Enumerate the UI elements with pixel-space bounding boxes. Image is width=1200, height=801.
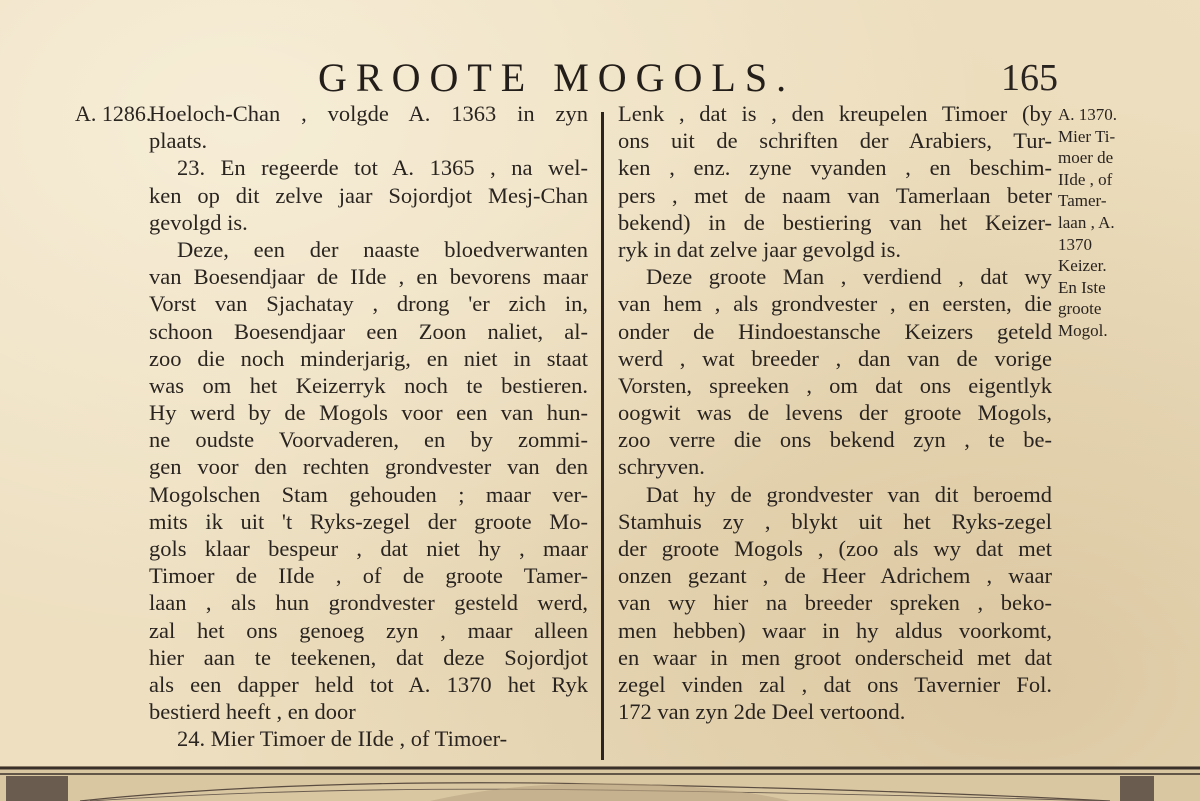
text-line: Deze groote Man , verdiend , dat wy <box>646 264 1052 290</box>
text-line: schryven. <box>618 454 705 480</box>
text-line: Vorst van Sjachatay , drong 'er zich in, <box>149 291 588 317</box>
left-column <box>75 100 588 753</box>
page-header <box>318 54 1058 104</box>
text-line: ryk in dat zelve jaar gevolgd is. <box>618 236 902 262</box>
margin-note-line: Mogol. <box>1058 320 1108 340</box>
text-line: 23. En regeerde tot A. 1365 , na wel- <box>177 155 588 181</box>
text-line: als een dapper held tot A. 1370 het Ryk <box>149 671 588 697</box>
text-line: van Boesendjaar de IIde , en bevorens maar <box>149 264 588 290</box>
text-line: Hoeloch-Chan , volgde A. 1363 in zyn <box>149 101 588 126</box>
text-line: gen voor den rechten grondvester van den <box>149 454 588 480</box>
engraving-plate-edge <box>0 762 1200 801</box>
right-column <box>618 100 1052 725</box>
text-line: pers , met de naam van Tamerlaan beter <box>618 182 1052 208</box>
text-line: oogwit was de levens der groote Mogols, <box>618 400 1052 426</box>
text-line: Hy werd by de Mogols voor een van hun- <box>149 400 588 426</box>
plate-engraving <box>0 762 1200 801</box>
text-line: ne oudste Voorvaderen, en by zommi- <box>149 427 588 453</box>
margin-note-line: 1370 <box>1058 234 1092 254</box>
running-title: GROOTE MOGOLS. <box>318 55 796 100</box>
margin-note-line: Mier Ti- <box>1058 126 1116 146</box>
margin-note-line: Tamer- <box>1058 191 1107 211</box>
text-line: gevolgd is. <box>149 209 248 235</box>
text-line: Dat hy de grondvester van dit beroemd <box>646 481 1052 507</box>
margin-note-line: IIde , of <box>1058 169 1113 189</box>
text-line: Vorsten, spreeken , om dat ons eigentlyk <box>618 372 1052 398</box>
text-line: was om het Keizerryk noch te bestieren. <box>149 372 588 398</box>
text-line: zoo die noch minderjarig, en niet in staat <box>149 345 588 371</box>
text-line: werd , wat breeder , dan van de vorige <box>618 345 1052 371</box>
text-line: onzen gezant , de Heer Adrichem , waar <box>618 563 1052 589</box>
text-line: Lenk , dat is , den kreupelen Timoer (by <box>618 101 1052 126</box>
margin-note-line: moer de <box>1058 148 1114 168</box>
text-line: Stamhuis zy , blykt uit het Ryks-zegel <box>618 508 1052 534</box>
text-line: en waar in men groot onderscheid met dat <box>618 644 1052 670</box>
text-line: van wy hier na breeder spreken , beko- <box>618 590 1052 616</box>
page-number: 165 <box>1001 57 1058 99</box>
text-line: zegel vinden zal , dat ons Tavernier Fol. <box>618 671 1052 697</box>
text-line: der groote Mogols , (zoo als wy dat met <box>618 536 1052 561</box>
text-line: Timoer de IIde , of de groote Tamer- <box>149 563 588 589</box>
text-line: onder de Hindoestansche Keizers geteld <box>618 318 1052 344</box>
text-line: van hem , als grondvester , en eersten, die <box>618 291 1052 317</box>
bleed-through-mark <box>96 28 103 60</box>
text-line: bestierd heeft , en door <box>149 699 356 725</box>
text-line: plaats. <box>149 128 208 154</box>
text-line: laan , als hun grondvester gesteld werd, <box>149 590 588 616</box>
text-line: zal het ons genoeg zyn , maar alleen <box>149 617 588 643</box>
text-line: bekend) in de bestiering van het Keizer- <box>618 209 1052 235</box>
margin-note-line: groote <box>1058 299 1102 319</box>
margin-note <box>1058 104 1148 342</box>
text-line: Mogolschen Stam gehouden ; maar ver- <box>149 481 588 507</box>
text-line: men hebben) waar in hy aldus voorkomt, <box>618 617 1052 643</box>
text-line: 172 van zyn 2de Deel vertoond. <box>618 699 906 725</box>
text-line: gols klaar bespeur , dat niet hy , maar <box>149 536 588 561</box>
text-line: schoon Boesendjaar een Zoon naliet, al- <box>149 318 588 344</box>
text-line: 24. Mier Timoer de IIde , of Timoer- <box>177 726 508 752</box>
margin-note-line: laan , A. <box>1058 212 1115 232</box>
margin-note-line: Keizer. <box>1058 256 1107 276</box>
margin-note-line: En Iste <box>1058 277 1106 297</box>
text-line: hier aan te teekenen, dat deze Sojordjot <box>149 644 588 670</box>
column-divider <box>601 112 604 760</box>
text-line: ken , enz. zyne vyanden , en beschim- <box>618 155 1052 181</box>
margin-note-line: A. 1370. <box>1058 105 1118 124</box>
text-line: zoo verre die ons bekend zyn , te be- <box>618 427 1052 453</box>
text-line: ons uit de schriften der Arabiers, Tur- <box>618 128 1052 154</box>
text-line: ken op dit zelve jaar Sojordjot Mesj-Chan <box>149 182 588 208</box>
text-line: mits ik uit 't Ryks-zegel der groote Mo- <box>149 508 588 534</box>
year-margin-mark: A. 1286. <box>75 101 152 126</box>
text-line: Deze, een der naaste bloedverwanten <box>177 236 588 262</box>
